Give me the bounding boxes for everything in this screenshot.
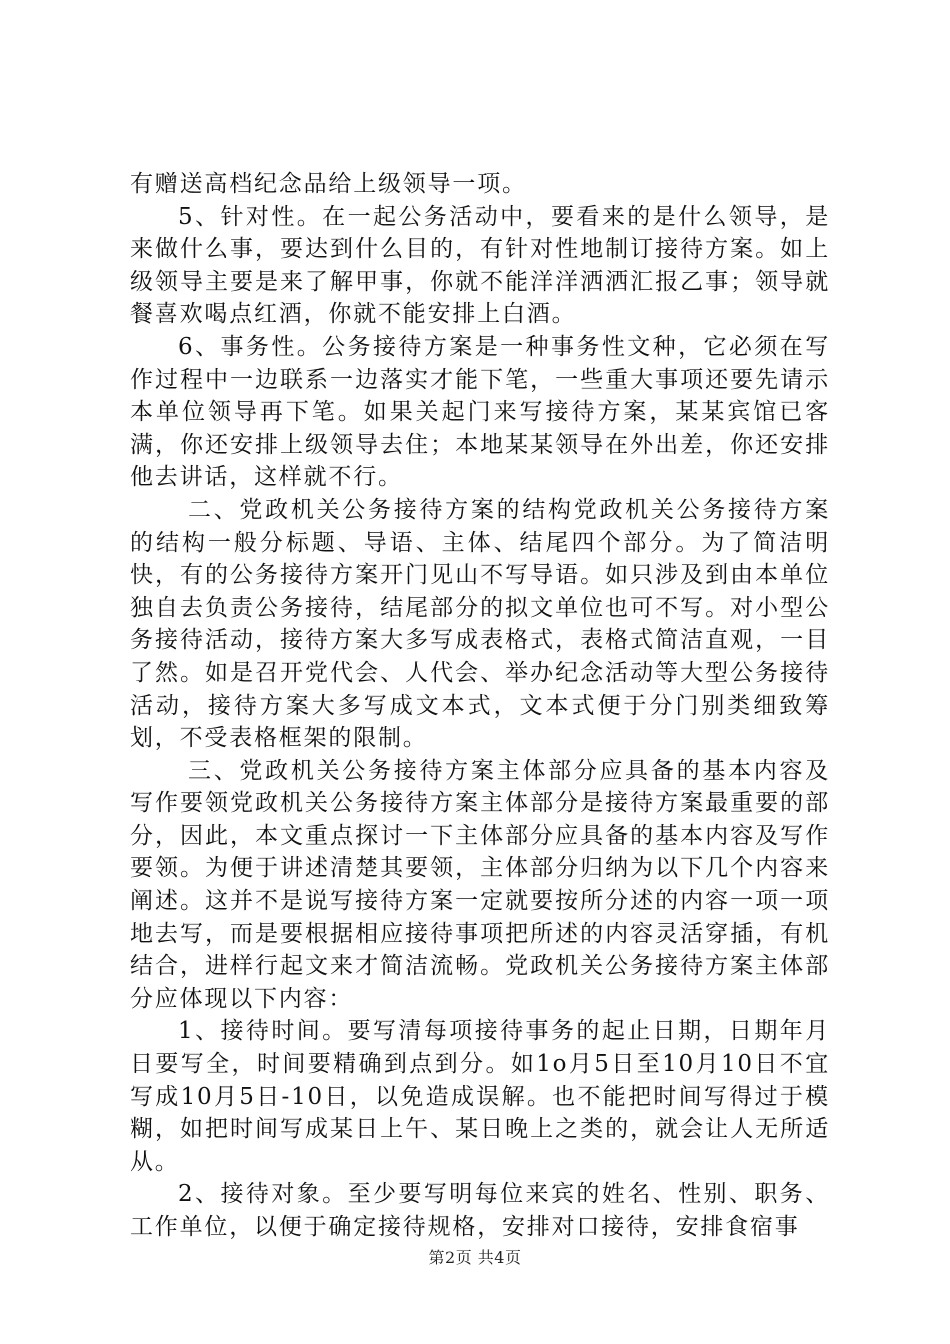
paragraph-section-2: 二、党政机关公务接待方案的结构党政机关公务接待方案的结构一般分标题、导语、主体、结尾四个部分。为了简洁明快，有的公务接待方案开门见山不写导语。如只涉及到由本单位独自去负责公务接待，结尾部分的拟文单位也可不写。对小型公务接待活动，接待方案大多写成表格式，表格式简洁直观，一目了然。如是召开党代会、人代会、举办纪念活动等大型公务接待活动，接待方案大多写成文本式，文本式便于分门别类细致筹划，不受表格框架的限制。 xyxy=(130,496,830,752)
paragraph-section-3: 三、党政机关公务接待方案主体部分应具备的基本内容及写作要领党政机关公务接待方案主体部分是接待方案最重要的部分，因此，本文重点探讨一下主体部分应具备的基本内容及写作要领。为便于讲述清楚其要领，主体部分归纳为以下几个内容来阐述。这并不是说写接待方案一定就要按所分述的内容一项一项地去写，而是要根据相应接待事项把所述的内容灵活穿插，有机结合，进样行起文来才简洁流畅。党政机关公务接待方案主体部分应体现以下内容： xyxy=(130,757,830,1012)
paragraph-item-1: 1、接待时间。要写清每项接待事务的起止日期，日期年月日要写全，时间要精确到点到分。如1o月5日至10月10日不宜写成10月5日-10日，以免造成误解。也不能把时间写得过于模糊，如把时间写成某日上午、某日晚上之类的，就会让人无所适从。 xyxy=(130,1018,830,1175)
paragraph-item-6: 6、事务性。公务接待方案是一种事务性文种，它必须在写作过程中一边联系一边落实才能下笔，一些重大事项还要先请示本单位领导再下笔。如果关起门来写接待方案，某某宾馆已客满，你还安排上级领导去住；本地某某领导在外出差，你还安排他去讲话，这样就不行。 xyxy=(130,333,830,491)
paragraph-item-2: 2、接待对象。至少要写明每位来宾的姓名、性别、职务、工作单位，以便于确定接待规格，安排对口接待，安排食宿事 xyxy=(130,1181,830,1240)
paragraph-item-5: 5、针对性。在一起公务活动中，要看来的是什么领导，是来做什么事，要达到什么目的，有针对性地制订接待方案。如上级领导主要是来了解甲事，你就不能洋洋洒洒汇报乙事；领导就餐喜欢喝点红酒，你就不能安排上白酒。 xyxy=(130,203,830,328)
paragraph-continuation: 有赠送高档纪念品给上级领导一项。 xyxy=(130,171,527,197)
page-number-footer: 第2页 共4页 xyxy=(428,1248,522,1267)
document-body xyxy=(130,168,830,1244)
